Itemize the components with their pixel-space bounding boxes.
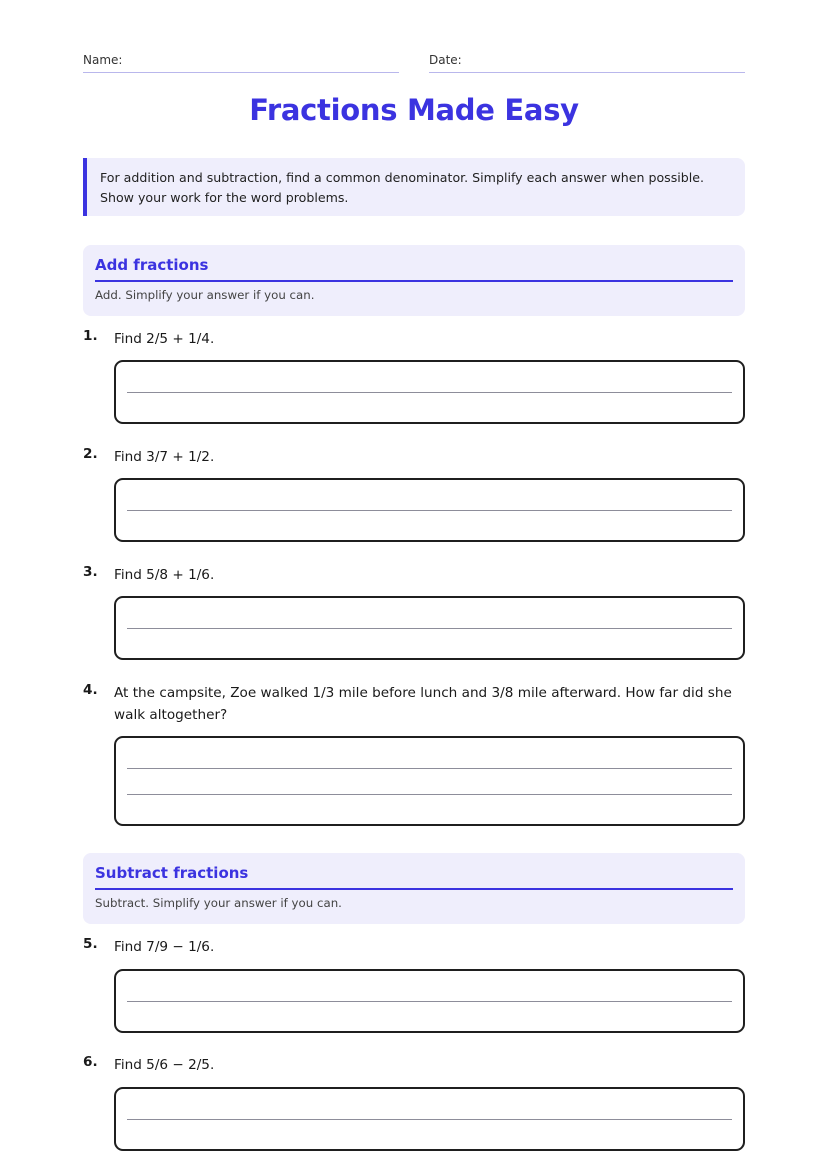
question-number: 3. xyxy=(83,564,98,580)
date-field[interactable] xyxy=(429,52,745,73)
section-add-fractions xyxy=(83,245,745,316)
question-number: 6. xyxy=(83,1054,98,1070)
question-text: Find 5/8 + 1/6. xyxy=(114,567,215,583)
question-text: Find 2/5 + 1/4. xyxy=(114,331,215,347)
section-subtitle: Add. Simplify your answer if you can. xyxy=(95,288,315,302)
question-text: Find 5/6 − 2/5. xyxy=(114,1057,215,1073)
answer-line xyxy=(127,1001,732,1002)
instructions-box: For addition and subtraction, find a common denominator. Simplify each answer when possible. Show your work for the word problems. xyxy=(83,158,745,216)
name-field[interactable] xyxy=(83,52,399,73)
question-text: At the campsite, Zoe walked 1/3 mile before lunch and 3/8 mile afterward. How far did she walk altogether? xyxy=(114,685,732,723)
section-subtitle: Subtract. Simplify your answer if you can. xyxy=(95,896,342,910)
page-title: Fractions Made Easy xyxy=(249,93,579,127)
section-subtract-fractions xyxy=(83,853,745,924)
name-label: Name: xyxy=(83,53,123,67)
answer-box-3[interactable] xyxy=(114,596,745,660)
question-number: 4. xyxy=(83,682,98,698)
answer-box-2[interactable] xyxy=(114,478,745,542)
answer-line xyxy=(127,1119,732,1120)
answer-box-1[interactable] xyxy=(114,360,745,424)
section-title: Add fractions xyxy=(95,245,733,282)
date-label: Date: xyxy=(429,53,462,67)
question-number: 2. xyxy=(83,446,98,462)
question-text: Find 3/7 + 1/2. xyxy=(114,449,215,465)
question-number: 1. xyxy=(83,328,98,344)
answer-line xyxy=(127,510,732,511)
answer-line xyxy=(127,392,732,393)
answer-box-5[interactable] xyxy=(114,969,745,1033)
section-title: Subtract fractions xyxy=(95,853,733,890)
question-text: Find 7/9 − 1/6. xyxy=(114,939,215,955)
answer-line xyxy=(127,628,732,629)
answer-line xyxy=(127,768,732,769)
answer-line xyxy=(127,794,732,795)
question-number: 5. xyxy=(83,936,98,952)
answer-box-4[interactable] xyxy=(114,736,745,826)
answer-box-6[interactable] xyxy=(114,1087,745,1151)
